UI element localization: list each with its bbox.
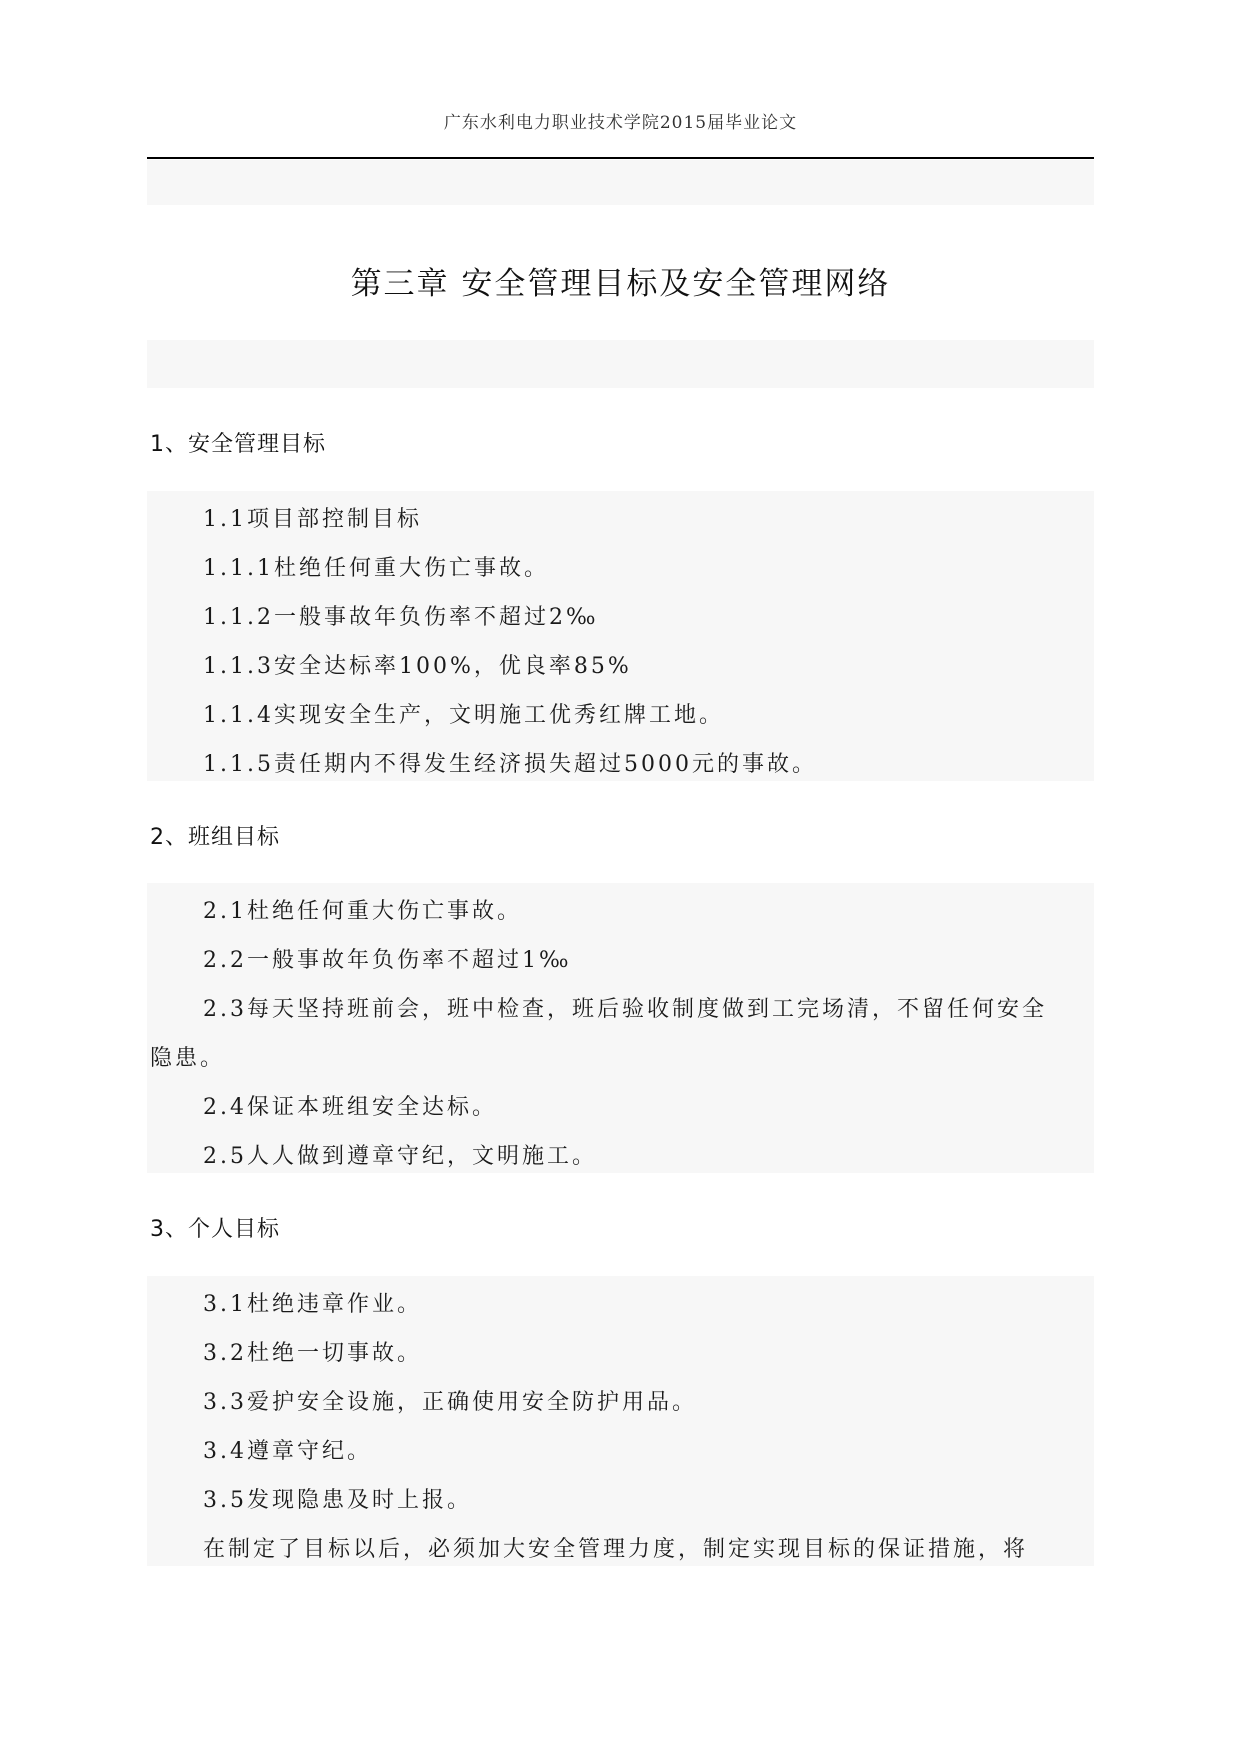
paragraph-line: 2.1杜绝任何重大伤亡事故。 — [203, 899, 522, 924]
paragraph-line: 3.4遵章守纪。 — [203, 1439, 372, 1464]
paragraph-line: 隐患。 — [150, 1046, 226, 1071]
paragraph-line: 3.1杜绝违章作业。 — [203, 1292, 422, 1317]
section-title: 2、班组目标 — [150, 825, 280, 850]
paragraph-line: 2.2一般事故年负伤率不超过1‰ — [203, 948, 572, 973]
paragraph-line: 2.5人人做到遵章守纪，文明施工。 — [203, 1144, 597, 1169]
paragraph-line: 在制定了目标以后，必须加大安全管理力度，制定实现目标的保证措施，将 — [203, 1537, 1029, 1562]
shaded-block — [147, 1276, 1094, 1566]
section-title: 3、个人目标 — [150, 1217, 280, 1242]
paragraph-line: 1.1.5责任期内不得发生经济损失超过5000元的事故。 — [203, 752, 817, 777]
paragraph-line: 3.5发现隐患及时上报。 — [203, 1488, 472, 1513]
header-rule — [147, 157, 1094, 159]
paragraph-line: 2.4保证本班组安全达标。 — [203, 1095, 497, 1120]
paragraph-line: 2.3每天坚持班前会，班中检查，班后验收制度做到工完场清，不留任何安全 — [203, 997, 1047, 1022]
paragraph-line: 1.1.4实现安全生产，文明施工优秀红牌工地。 — [203, 703, 724, 728]
paragraph-line: 1.1.2一般事故年负伤率不超过2‰ — [203, 605, 599, 630]
section-title: 1、安全管理目标 — [150, 432, 326, 457]
paragraph-line: 1.1.1杜绝任何重大伤亡事故。 — [203, 556, 549, 581]
paragraph-line: 1.1.3安全达标率100%，优良率85% — [203, 654, 632, 679]
chapter-title: 第三章 安全管理目标及安全管理网络 — [350, 266, 891, 302]
paragraph-line: 1.1项目部控制目标 — [203, 507, 422, 532]
shaded-band — [147, 160, 1094, 205]
shaded-block — [147, 491, 1094, 781]
shaded-block — [147, 883, 1094, 1173]
page-header: 广东水利电力职业技术学院2015届毕业论文 — [443, 113, 798, 133]
shaded-band — [147, 340, 1094, 388]
paragraph-line: 3.3爱护安全设施，正确使用安全防护用品。 — [203, 1390, 697, 1415]
paragraph-line: 3.2杜绝一切事故。 — [203, 1341, 422, 1366]
